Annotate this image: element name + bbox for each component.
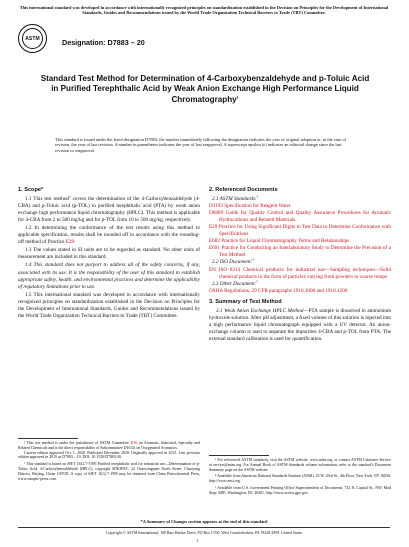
designation: Designation: D7883 – 20 [62,38,145,47]
osha-reference [209,288,391,295]
wto-notice: This international standard was developed in accordance with internationally recognized principles on standardization established in the Decision on Principles for the Development of International Standards, Guides and Recommendations issued by the World Trade Organization Technical Barriers to Trade (TBT) Committee. [19,5,389,16]
d16-link[interactable]: D16 [130,441,138,445]
footnote-1-rest: on Aromatic, Industrial, Specialty and Related Chemicals and is the direct responsibility of Subcommittee D16.02 on Oxygenated Aromatics. [18,441,201,450]
reference-title-link[interactable]: Practice for Conducting an Interlaboratory Study to Determine the Precision of a Test Method [219,245,391,259]
footnote-1-start: ¹ This test method is under the jurisdiction of ASTM Committee [24,441,131,445]
scope-1-3: 1.3 The values stated in SI units are to be regarded as standard. No other units of measurement are included in this standard. [18,247,200,261]
scope-1-1 [18,196,200,224]
footnotes-left [18,441,200,481]
footnote-ref-3[interactable]: 3 [256,194,259,199]
reference-list [209,203,391,259]
scope-heading: 1. Scope* [18,187,44,193]
astm-logo [18,24,47,53]
iso-subhead [209,259,391,266]
footnote-2: ² This standard is based on SH/T 1612.7-1995 Purified terephthalic acid for industrial use—Determination of p-Toluic Acid, 4-Carboxybenzaldehyde (HPLC), copyright SINOPEC, 22 Chaoyangmen North Street, Chaoyang District, Beijing, China 100728. A copy of SH/T 1612.7-1995 may be obtained from China Petrochemical Press, www.sinopec-press.com. [18,462,200,481]
reference-item [209,210,391,224]
reference-item [209,224,391,238]
summary-heading: 3. Summary of Test Method [209,298,282,305]
footnote-3: ³ For referenced ASTM standards, visit the ASTM website, www.astm.org, or contact ASTM Customer Service at service@astm.org. For Annual Book of ASTM Standards volume information, refer to the standard's Document Summary page on the ASTM website. [209,458,391,472]
scope-1-2-start: 1.2 In determining the conformance of the test results using this method to applicable specification, results shall be rounded off in accordance with the rounding-off method of Practice [18,225,200,246]
copyright-line: Copyright © ASTM International, 100 Barr Harbor Drive, PO Box C700, West Conshohocken, PA 19428-2959. United States [106,531,302,535]
reference-code-link[interactable]: E682 [209,238,220,245]
footnote-1 [18,441,200,451]
summary-3-1-text: —PTA sample is dissolved in ammonium hydroxide solution. After pH adjustment, a fixed volume of this solution is injected into a high performance liquid chromatograph equipped with a UV detector. An anion-exchange column is used to separate the impurities 4-CBA and p-TOL from PTA. The external standard calibration is used for quantification. [209,307,391,342]
reference-title-link[interactable]: Practice for Using Significant Digits in Test Data to Determine Conformance with Specifications [218,224,392,238]
footnote-rule-right [209,455,269,456]
footnote-ref-2[interactable]: 2 [69,194,71,199]
title-text: Standard Test Method for Determination of 4-Carboxybenzaldehyde and p-Toluic Acid in Purified Terephthalic Acid by Weak Anion Exchange High Performance Liquid Chromatography [40,74,370,104]
summary-3-1-label: 3.1 Weak Anion Exchange HPLC Method [216,307,304,314]
left-column [18,187,200,321]
footnotes-right [209,458,391,496]
right-column [209,187,391,344]
reference-code-link[interactable]: E29 [209,224,218,231]
iso-8213-title[interactable]: Chemical products for industrial use—Sampling techniques—Solid chemical products in the form of particles varying from powders to coarse lumps [219,266,392,280]
summary-of-changes-note: *A Summary of Changes section appears at the end of this standard [140,519,268,524]
osha-link[interactable]: OSHA Regulations, 29 CFR [209,287,268,294]
bottom-rule [18,527,390,528]
e29-link[interactable]: E29 [65,239,75,246]
scope-1-4: 1.4 This standard does not purport to address all of the safety concerns, if any, associated with its use. It is the responsibility of the user of this standard to establish appropriate safety, health, and environmental practices and determine the applicability of regulatory limitations prior to use. [18,262,200,290]
document-title [40,74,370,105]
scope-1-2-end: . [74,239,76,246]
footnote-1-edition: Current edition approved Oct. 1, 2020. Published December 2020. Originally approved in 2013. Last previous edition approved in 2019 as D7883 – 19. DOI: 10.1520/D7883-20. [18,450,200,460]
reference-title-link[interactable]: Practice for Liquid Chromatography Terms and Relationships [221,238,350,245]
other-subhead [209,278,391,288]
reference-code-link[interactable]: E691 [209,245,220,252]
referenced-heading: 2. Referenced Documents [209,187,278,193]
reference-code-link[interactable]: D6809 [209,210,224,217]
reference-title-link[interactable]: Specification for Reagent Water [224,203,291,210]
issued-note: This standard is issued under the fixed designation D7883; the number immediately following the designation indicates the year of original adoption or, in the case of revision, the year of last revision. A number in parentheses indicates the year of last reapproval. A superscript epsilon (ε) indicates an editorial change since the last revision or reapproval. [55,137,346,153]
iso-8213-link[interactable]: EN ISO 8213 [209,266,241,273]
reference-code-link[interactable]: D1193 [209,203,223,210]
footnote-5: ⁵ Available from U.S. Government Printing Office Superintendent of Documents, 732 N. Capitol St., NW, Mail Stop: SDE, Washington, DC 20401, http://www.access.gpo.gov. [209,485,391,495]
iso-label: 2.2 ISO Document: [212,259,253,266]
footnote-ref-4[interactable]: 4 [252,257,254,262]
scope-1-1-start: 1.1 This test method [25,196,70,203]
footnote-rule-left [18,438,78,439]
footnote-4: ⁴ Available from American National Standards Institute (ANSI), 25 W. 43rd St., 4th Floor, New York, NY 10036, http://www.ansi.org. [209,474,391,484]
other-label: 2.3 Other Document: [212,280,257,287]
title-footnote-ref[interactable]: 1 [236,95,239,100]
summary-3-1 [209,308,391,343]
astm-standards-label: 2.1 ASTM Standards: [212,196,257,203]
page-number: 1 [196,538,199,543]
reference-title-link[interactable]: Guide for Quality Control and Quality Assurance Procedures for Aromatic Hydrocarbons and Related Materials [219,210,392,224]
scope-1-1-rest: covers the determination of the 4-Carboxybenzaldehyde (4-CBA) and p-Toluic acid (p-TOL) in purified terephthalic acid (PTA) by weak anion exchange high performance liquid chromatography (HPLC). This method is applicable for 4-CBA from 2 to 500 mg/kg and for p-TOL from 10 to 500 mg/kg, respectively. [18,196,200,224]
scope-1-2 [18,225,200,246]
iso-reference [209,267,391,281]
osha-paragraphs[interactable]: paragraphs 1910.1000 and 1910.1200 [269,287,348,294]
reference-item [209,245,391,259]
astm-logo-text: ASTM [25,35,40,42]
scope-1-5: 1.5 This international standard was developed in accordance with internationally recognized principles on standardization established in the Decision on Principles for the Development of International Standards, Guides and Recommendations issued by the World Trade Organization Technical Barriers to Trade (TBT) Committee. [18,291,200,319]
footnote-ref-5[interactable]: 5 [256,278,258,283]
